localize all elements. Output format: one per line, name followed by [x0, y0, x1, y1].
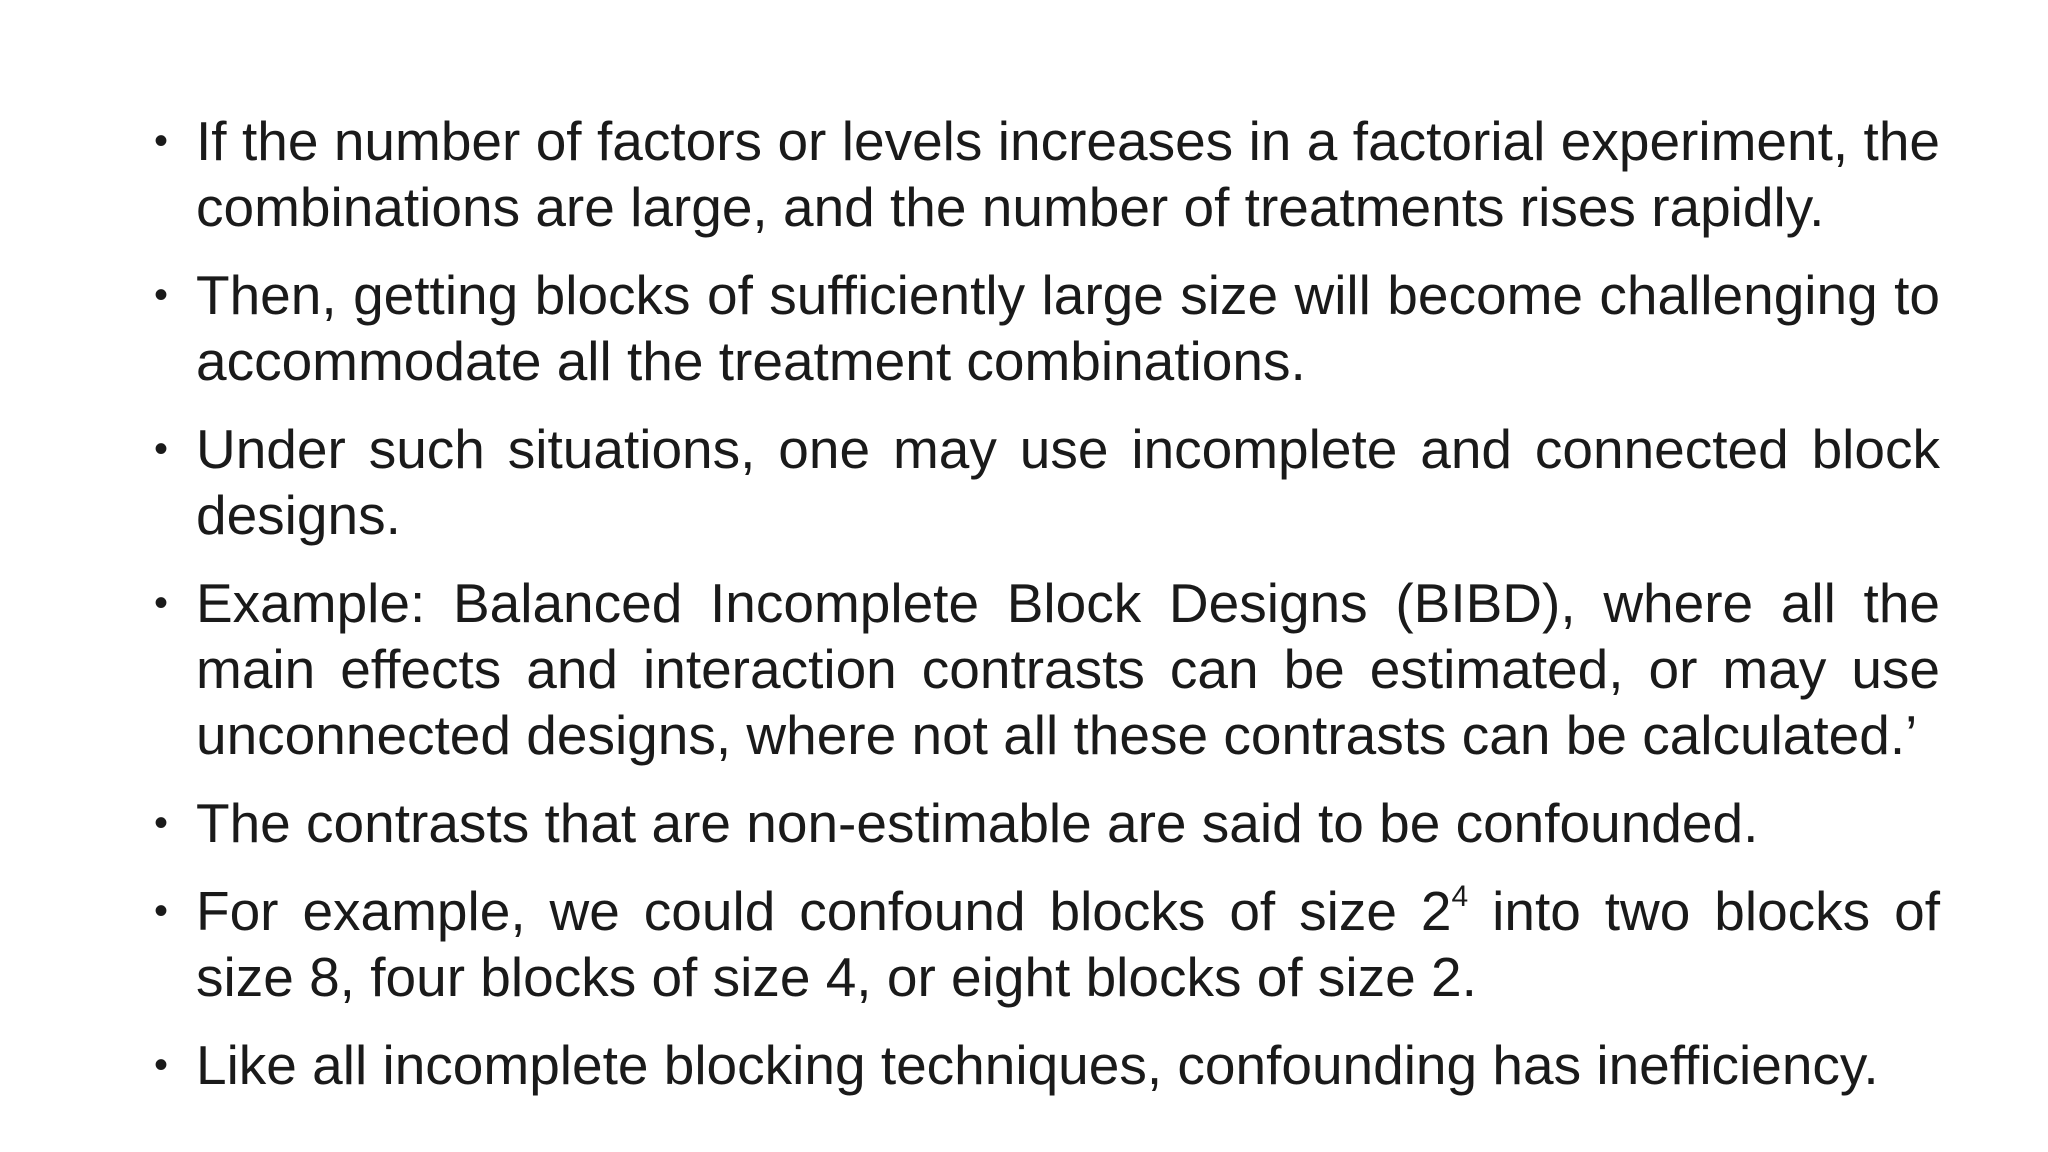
bullet-text: If the number of factors or levels increases in a factorial experiment, the combinations are large, and the number of treatments rises rapidly. — [196, 110, 1940, 238]
bullet-item — [154, 262, 1940, 394]
bullet-item — [154, 1032, 1940, 1098]
bullet-text: Example: Balanced Incomplete Block Designs (BIBD), where all the main effects and interaction contrasts can be estimated, or may use unconnected designs, where not all these contrasts can be calculated.’ — [196, 572, 1940, 766]
bullet-text-part: For example, we could confound blocks of size 2 — [196, 880, 1452, 942]
bullet-item — [154, 416, 1940, 548]
bullet-text-part: into two blocks of size 8, four blocks of size 4, or eight blocks of size 2. — [196, 880, 1940, 1008]
bullet-text: Under such situations, one may use incomplete and connected block designs. — [196, 418, 1940, 546]
bullet-dot-icon: • — [154, 581, 169, 625]
bullet-item — [154, 878, 1940, 1010]
bullet-text: The contrasts that are non-estimable are said to be confounded. — [196, 792, 1759, 854]
bullet-item — [154, 790, 1940, 856]
bullet-dot-icon: • — [154, 1043, 169, 1087]
bullet-dot-icon: • — [154, 889, 169, 933]
bullet-list — [154, 108, 1940, 1120]
bullet-dot-icon: • — [154, 801, 169, 845]
bullet-text — [196, 880, 1940, 1008]
bullet-dot-icon: • — [154, 273, 169, 317]
bullet-text: Like all incomplete blocking techniques, confounding has inefficiency. — [196, 1034, 1879, 1096]
bullet-item — [154, 570, 1940, 768]
bullet-dot-icon: • — [154, 427, 169, 471]
bullet-text: Then, getting blocks of sufficiently large size will become challenging to accommodate all the treatment combinations. — [196, 264, 1940, 392]
bullet-item — [154, 108, 1940, 240]
superscript-exponent: 4 — [1451, 880, 1469, 913]
bullet-dot-icon: • — [154, 119, 169, 163]
